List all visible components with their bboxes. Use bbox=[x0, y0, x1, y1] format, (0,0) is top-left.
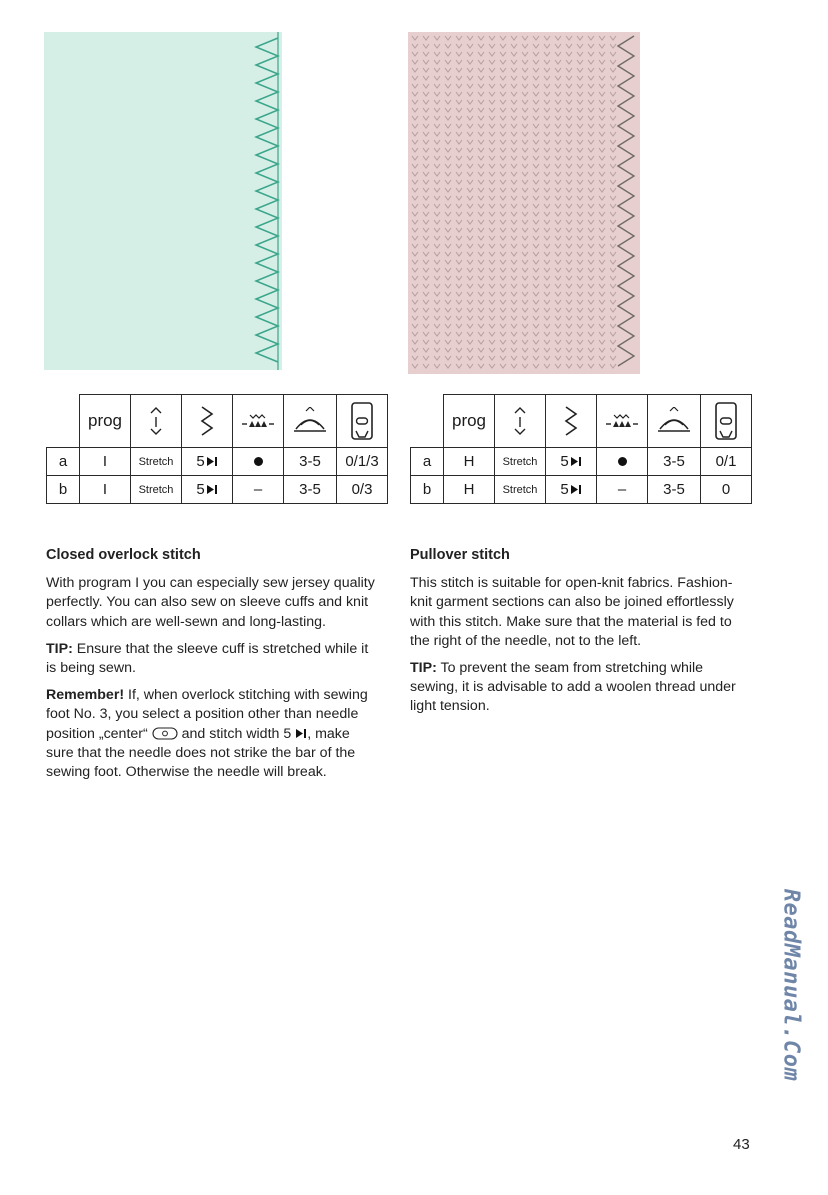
thread-tension-icon bbox=[233, 395, 284, 448]
row-label: b bbox=[411, 476, 444, 504]
row-label: a bbox=[47, 448, 80, 476]
table-header-row bbox=[411, 395, 752, 448]
stitch-length-value: Stretch bbox=[495, 476, 546, 504]
tip-text: Ensure that the sleeve cuff is stretched while it is being sewn. bbox=[46, 640, 369, 677]
sewing-foot-value: 0 bbox=[701, 476, 752, 504]
intro-paragraph: This stitch is suitable for open-knit fabrics. Fashion-knit garment sections can also be joined effortlessly with this stitch. Make sure that the material is fed to the right of the needle, not to the left. bbox=[410, 575, 734, 649]
thread-tension-value: – bbox=[233, 476, 284, 504]
overlock-stitch-drawing bbox=[44, 32, 282, 370]
stitch-length-value: Stretch bbox=[131, 448, 182, 476]
needle-center-icon bbox=[152, 727, 178, 740]
sewing-foot-icon bbox=[337, 395, 388, 448]
tip-label: TIP: bbox=[46, 640, 73, 657]
sewing-foot-value: 0/3 bbox=[337, 476, 388, 504]
overlock-stitch-sample-image bbox=[44, 32, 282, 370]
tip-label: TIP: bbox=[410, 660, 437, 677]
table-row bbox=[411, 476, 752, 504]
stitch-width-value: 5 bbox=[182, 448, 233, 476]
tip-paragraph bbox=[46, 640, 376, 678]
intro-paragraph: With program I you can especially sew jersey quality perfectly. You can also sew on sleeve cuffs and knit collars which are well-sewn and long-lasting. bbox=[46, 575, 375, 630]
remember-paragraph: Remember! If, when overlock stitching with sewing foot No. 3, you select a position other than needle position „center“ and stitch width 5 , make sure that the needle does not strike the bar of the sewing foot. Otherwise the needle will break. bbox=[46, 687, 368, 781]
thread-tension-value bbox=[233, 448, 284, 476]
sewing-foot-icon bbox=[701, 395, 752, 448]
thread-tension-value: – bbox=[597, 476, 648, 504]
presser-foot-pressure-value: 3-5 bbox=[648, 448, 701, 476]
sewing-foot-value: 0/1 bbox=[701, 448, 752, 476]
watermark: ReadManual.Com bbox=[778, 888, 804, 1082]
width-arrow-icon bbox=[570, 484, 582, 495]
width-arrow-icon bbox=[206, 456, 218, 467]
width-arrow-icon bbox=[295, 728, 307, 739]
stitch-length-value: Stretch bbox=[495, 448, 546, 476]
prog-value: H bbox=[444, 448, 495, 476]
stitch-length-value: Stretch bbox=[131, 476, 182, 504]
stitch-width-value: 5 bbox=[182, 476, 233, 504]
filled-dot-icon bbox=[618, 457, 627, 466]
prog-header: prog bbox=[80, 395, 131, 448]
presser-foot-pressure-icon bbox=[648, 395, 701, 448]
table-row bbox=[47, 448, 388, 476]
presser-foot-pressure-value: 3-5 bbox=[648, 476, 701, 504]
page-number: 43 bbox=[733, 1136, 750, 1153]
prog-header: prog bbox=[444, 395, 495, 448]
sewing-foot-value: 0/1/3 bbox=[337, 448, 388, 476]
prog-value: H bbox=[444, 476, 495, 504]
pullover-stitch-sample-image bbox=[408, 32, 640, 374]
left-stitch-settings-table bbox=[46, 394, 388, 504]
stitch-width-icon bbox=[546, 395, 597, 448]
presser-foot-pressure-value: 3-5 bbox=[284, 448, 337, 476]
table-row bbox=[411, 448, 752, 476]
thread-tension-icon bbox=[597, 395, 648, 448]
thread-tension-value bbox=[597, 448, 648, 476]
row-label: a bbox=[411, 448, 444, 476]
tip-text: To prevent the seam from stretching while sewing, it is advisable to add a woolen thread under light tension. bbox=[410, 660, 736, 715]
tip-paragraph bbox=[410, 659, 750, 717]
stitch-width-icon bbox=[182, 395, 233, 448]
width-arrow-icon bbox=[570, 456, 582, 467]
prog-value: I bbox=[80, 476, 131, 504]
pullover-stitch-drawing bbox=[408, 32, 640, 374]
prog-value: I bbox=[80, 448, 131, 476]
stitch-width-value: 5 bbox=[546, 448, 597, 476]
presser-foot-pressure-value: 3-5 bbox=[284, 476, 337, 504]
overlock-description bbox=[46, 546, 376, 790]
table-header-row bbox=[47, 395, 388, 448]
filled-dot-icon bbox=[254, 457, 263, 466]
presser-foot-pressure-icon bbox=[284, 395, 337, 448]
section-title: Pullover stitch bbox=[410, 547, 510, 563]
stitch-width-value: 5 bbox=[546, 476, 597, 504]
row-label: b bbox=[47, 476, 80, 504]
remember-label: Remember! bbox=[46, 687, 125, 704]
width-arrow-icon bbox=[206, 484, 218, 495]
stitch-length-icon bbox=[495, 395, 546, 448]
right-stitch-settings-table bbox=[410, 394, 752, 504]
table-row bbox=[47, 476, 388, 504]
pullover-description bbox=[410, 546, 750, 725]
section-title: Closed overlock stitch bbox=[46, 547, 201, 563]
stitch-length-icon bbox=[131, 395, 182, 448]
